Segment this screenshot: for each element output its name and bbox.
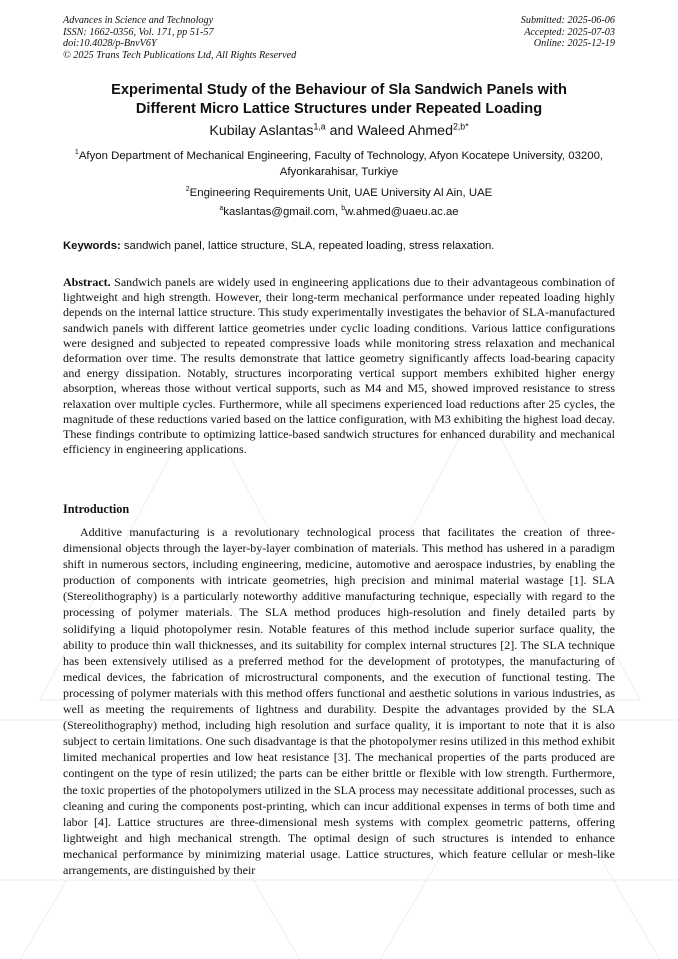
journal-header (63, 15, 296, 61)
affiliation-1-number: 1 (74, 149, 79, 157)
affiliation-1-text: Afyon Department of Mechanical Engineering, Faculty of Technology, Afyon Kocatepe University, 03200, Afyonkarahisar, Turkiye (78, 150, 604, 178)
introduction-heading: Introduction (63, 502, 130, 516)
email-separator: , (334, 206, 342, 218)
abstract-label: Abstract. (63, 275, 111, 289)
email-a[interactable]: kaslantas@gmail.com (223, 206, 335, 218)
doi: doi:10.4028/p-BnvV6Y (63, 38, 157, 50)
paper-title (60, 81, 618, 118)
author-1-marks: 1,a (313, 121, 326, 132)
copyright: © 2025 Trans Tech Publications Ltd, All Rights Reserved (63, 49, 297, 61)
introduction-paragraph: Additive manufacturing is a revolutionary technological process that facilitates the creation of three-dimensional objects through the layer-by-layer combination of materials. This method has ushered in a paradigm shift in numerous sectors, including engineering, medicine, automotive and aerospace industries, by enabling the production of components with intricate geometries, high precision and minimal material wastage [1]. SLA (Stereolithography) is a particularly noteworthy additive manufacturing technique, especially with regard to the processing of polymer materials. The SLA method produces high-resolution and finely detailed parts by solidifying a liquid photopolymer resin. Notable features of this method include superior surface quality, the ability to produce thin wall thicknesses, and its suitability for complex internal structures [2]. The SLA technique has been extensively utilised as a preferred method for the development of prototypes, the manufacturing of medical devices, the fabrication of microstructural components, and the execution of functional testing. The processing of polymer materials with this method offers functional and aesthetic solutions in various industries, as well as meeting the requirements of lightness and durability. Despite the advantages provided by the SLA (Stereolithography) method, including high resolution and surface quality, it is important to note that it is also subject to certain limitations. One such disadvantage is that the photopolymer resins utilized in this method exhibit limited mechanical properties and low heat resistance [3]. The mechanical properties of the parts produced are contingent on the type of resin utilized; the parts can be either brittle or flexible with low strength. Furthermore, the toxic properties of the photopolymers utilized in the SLA process may necessitate additional processes, such as cleaning and curing the components post-printing, which can incur additional expenses in terms of both time and labor [4]. Lattice structures are three-dimensional mesh systems with complex geometric patterns, offering lightweight and high mechanical strength. The optimal design of such structures is intended to enhance mechanical performance by minimizing material usage. Lattice structures, which feature cellular or mesh-like arrangements, are distinguished by their (63, 525, 615, 877)
email-b[interactable]: w.ahmed@uaeu.ac.ae (345, 206, 459, 218)
title-line-1: Experimental Study of the Behaviour of Sla Sandwich Panels with (111, 82, 567, 98)
keywords-text: sandwich panel, lattice structure, SLA, repeated loading, stress relaxation. (120, 240, 495, 252)
author-conjunction: and (325, 123, 358, 139)
author-1: Kubilay Aslantas (209, 123, 314, 139)
email-a-mark: a (219, 205, 224, 213)
online-date: Online: 2025-12-19 (533, 38, 615, 50)
journal-name: Advances in Science and Technology (63, 15, 214, 26)
affiliation-2 (62, 186, 616, 202)
keywords-label: Keywords: (63, 240, 121, 252)
email-b-mark: b (341, 205, 346, 213)
authors (60, 123, 618, 139)
title-line-2: Different Micro Lattice Structures under Repeated Loading (135, 100, 543, 117)
dates-header (521, 15, 615, 50)
abstract (63, 275, 615, 457)
author-emails (62, 206, 616, 218)
affiliation-2-text: Engineering Requirements Unit, UAE University Al Ain, UAE (189, 187, 493, 199)
author-2: Waleed Ahmed (357, 123, 453, 139)
abstract-text: Sandwich panels are widely used in engineering applications due to their advantageous combination of lightweight and high strength. However, their long-term mechanical performance under repeated loading highly depends on the internal lattice structure. This study experimentally investigates the behavior of SLA-manufactured sandwich panels with different lattice geometries under cyclic loading conditions. Various lattice configurations were designed and subjected to repeated compressive loads while monitoring stress relaxation and mechanical deformation over time. The results demonstrate that lattice geometry significantly affects load-bearing capacity and energy dissipation. Notably, structures incorporating vertical support members exhibited higher energy absorption, whereas those without vertical supports, such as M4 and M5, showed improved resistance to stress relaxation over multiple cycles. Furthermore, while all specimens experienced load reductions after 25 cycles, the magnitude of these reductions varied based on the lattice configuration, with M3 exhibiting the highest load decay. These findings contribute to optimizing lattice-based sandwich structures for enhanced durability and mechanical efficiency in engineering applications. (63, 275, 615, 457)
submitted-date: Submitted: 2025-06-06 (520, 15, 615, 26)
author-2-marks: 2,b* (452, 121, 469, 132)
keywords (63, 240, 615, 252)
issn: ISSN: 1662-0356, Vol. 171, pp 51-57 (63, 26, 214, 38)
affiliation-1 (62, 149, 616, 180)
accepted-date: Accepted: 2025-07-03 (524, 26, 615, 38)
affiliation-2-number: 2 (185, 186, 190, 194)
